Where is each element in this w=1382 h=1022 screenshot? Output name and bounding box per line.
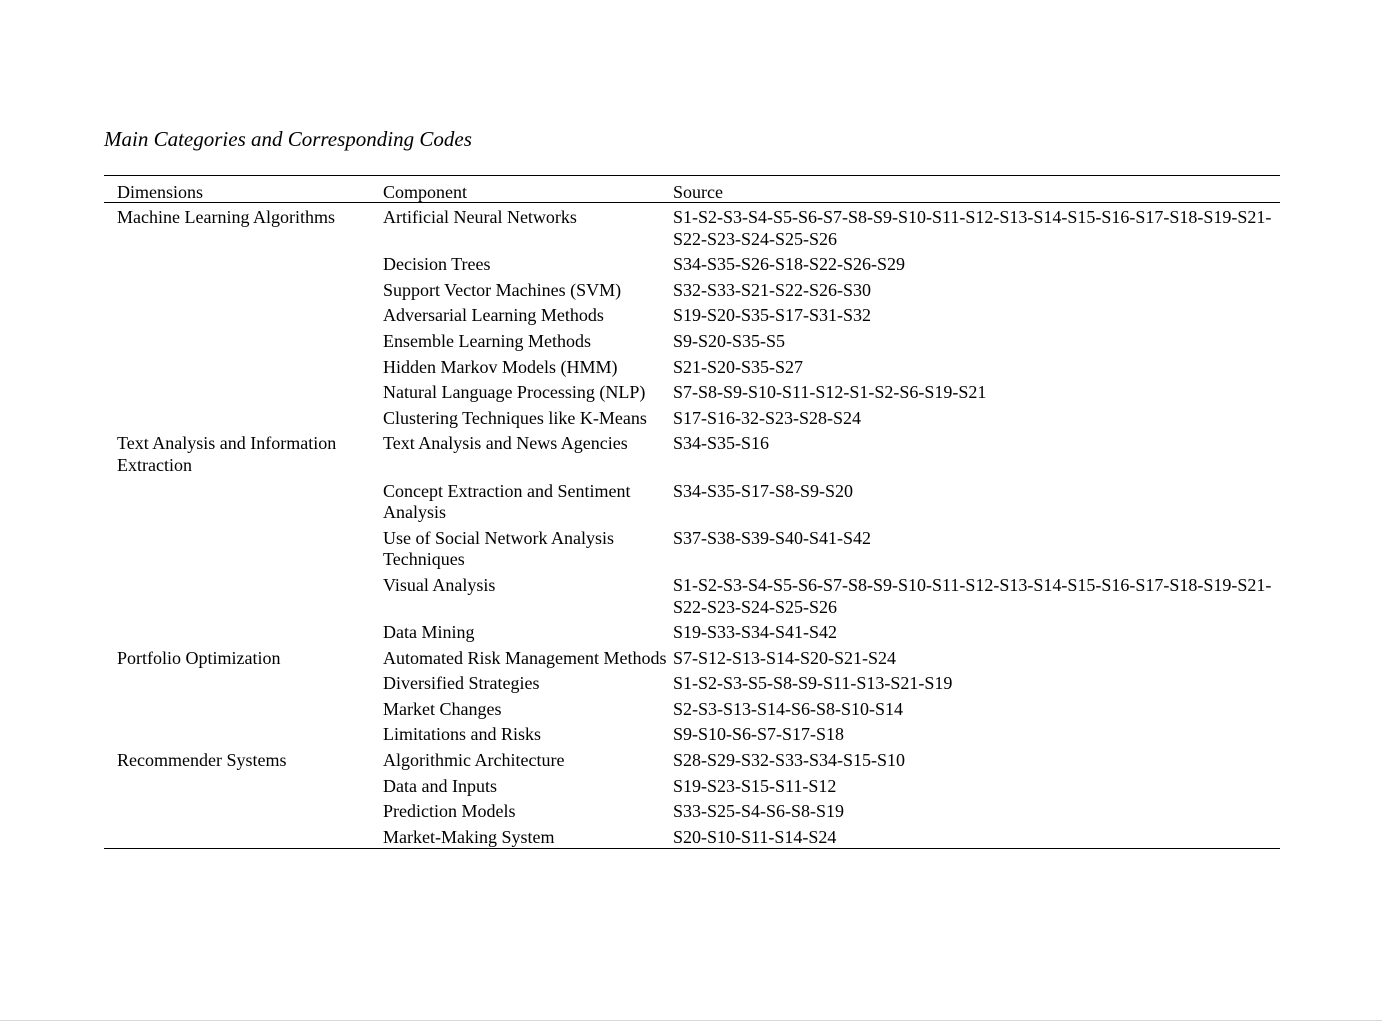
source-cell: S19-S20-S35-S17-S31-S32 bbox=[673, 305, 872, 326]
component-cell: Visual Analysis bbox=[383, 574, 496, 595]
dimension-cell bbox=[104, 378, 383, 404]
table-row bbox=[104, 276, 1280, 302]
dimension-cell bbox=[104, 301, 383, 327]
source-cell: S19-S23-S15-S11-S12 bbox=[673, 775, 837, 796]
component-cell: Market-Making System bbox=[383, 826, 555, 847]
component-cell: Ensemble Learning Methods bbox=[383, 330, 591, 351]
component-cell: Support Vector Machines (SVM) bbox=[383, 279, 622, 300]
source-cell: S20-S10-S11-S14-S24 bbox=[673, 826, 837, 847]
dimension-cell bbox=[104, 250, 383, 276]
component-cell: Decision Trees bbox=[383, 254, 491, 275]
component-cell: Data and Inputs bbox=[383, 775, 497, 796]
source-cell: S37-S38-S39-S40-S41-S42 bbox=[673, 527, 872, 548]
table-row bbox=[104, 404, 1280, 430]
table-row bbox=[104, 327, 1280, 353]
dimension-cell bbox=[104, 669, 383, 695]
component-cell: Concept Extraction and Sentiment Analysis bbox=[383, 480, 631, 523]
table-row bbox=[104, 772, 1280, 798]
component-cell: Use of Social Network Analysis Techniques bbox=[383, 527, 614, 570]
source-cell: S21-S20-S35-S27 bbox=[673, 356, 804, 377]
table-row bbox=[104, 378, 1280, 404]
table-row bbox=[104, 695, 1280, 721]
source-cell: S17-S16-32-S23-S28-S24 bbox=[673, 407, 862, 428]
dimension-cell bbox=[104, 618, 383, 644]
component-cell: Adversarial Learning Methods bbox=[383, 305, 604, 326]
table-row bbox=[104, 571, 1280, 618]
dimension-cell: Machine Learning Algorithms bbox=[117, 207, 335, 227]
source-cell: S34-S35-S26-S18-S22-S26-S29 bbox=[673, 254, 906, 275]
source-cell: S1-S2-S3-S4-S5-S6-S7-S8-S9-S10-S11-S12-S13-S14-S15-S16-S17-S18-S19-S21-S22-S23-S24-S25-S26 bbox=[673, 207, 1272, 249]
source-cell: S33-S25-S4-S6-S8-S19 bbox=[673, 801, 845, 822]
source-cell: S34-S35-S17-S8-S9-S20 bbox=[673, 480, 854, 501]
dimension-cell bbox=[104, 823, 383, 849]
component-cell: Prediction Models bbox=[383, 801, 516, 822]
component-cell: Automated Risk Management Methods bbox=[383, 647, 667, 668]
codes-table-container bbox=[104, 175, 1280, 849]
component-cell: Algorithmic Architecture bbox=[383, 750, 565, 771]
component-cell: Market Changes bbox=[383, 698, 502, 719]
component-cell: Natural Language Processing (NLP) bbox=[383, 382, 646, 403]
source-cell: S7-S12-S13-S14-S20-S21-S24 bbox=[673, 647, 897, 668]
dimension-cell bbox=[104, 524, 383, 571]
dimension-cell bbox=[104, 720, 383, 746]
dimension-cell bbox=[104, 404, 383, 430]
table-row bbox=[104, 477, 1280, 524]
component-cell: Text Analysis and News Agencies bbox=[383, 433, 628, 454]
table-row bbox=[104, 669, 1280, 695]
dimension-cell bbox=[104, 772, 383, 798]
table-row bbox=[104, 618, 1280, 644]
dimension-cell bbox=[104, 327, 383, 353]
source-cell: S1-S2-S3-S4-S5-S6-S7-S8-S9-S10-S11-S12-S13-S14-S15-S16-S17-S18-S19-S21-S22-S23-S24-S25-S26 bbox=[673, 574, 1272, 617]
dimension-cell bbox=[104, 276, 383, 302]
dimension-cell bbox=[104, 797, 383, 823]
dimension-cell: Text Analysis and Information Extraction bbox=[117, 433, 337, 475]
table-body bbox=[104, 203, 1280, 849]
table-row bbox=[104, 823, 1280, 849]
header-component: Component bbox=[383, 182, 467, 202]
component-cell: Artificial Neural Networks bbox=[383, 207, 577, 227]
dimension-cell bbox=[104, 477, 383, 524]
component-cell: Hidden Markov Models (HMM) bbox=[383, 356, 618, 377]
source-cell: S2-S3-S13-S14-S6-S8-S10-S14 bbox=[673, 698, 904, 719]
dimension-cell: Recommender Systems bbox=[117, 750, 287, 771]
source-cell: S7-S8-S9-S10-S11-S12-S1-S2-S6-S19-S21 bbox=[673, 382, 987, 403]
header-dimensions: Dimensions bbox=[117, 182, 204, 202]
table-row bbox=[104, 524, 1280, 571]
dimension-cell bbox=[104, 695, 383, 721]
source-cell: S1-S2-S3-S5-S8-S9-S11-S13-S21-S19 bbox=[673, 673, 953, 694]
header-row bbox=[104, 176, 1280, 203]
table-row bbox=[104, 353, 1280, 379]
page-bottom-divider bbox=[0, 1020, 1382, 1021]
table-row bbox=[104, 429, 1280, 476]
component-cell: Data Mining bbox=[383, 622, 475, 643]
component-cell: Limitations and Risks bbox=[383, 724, 542, 745]
table-header bbox=[104, 176, 1280, 203]
table-row bbox=[104, 797, 1280, 823]
table-row bbox=[104, 746, 1280, 772]
source-cell: S19-S33-S34-S41-S42 bbox=[673, 622, 838, 643]
table-title: Main Categories and Corresponding Codes bbox=[104, 127, 472, 151]
table-row bbox=[104, 720, 1280, 746]
dimension-cell bbox=[104, 571, 383, 618]
source-cell: S34-S35-S16 bbox=[673, 433, 770, 454]
header-source: Source bbox=[673, 182, 723, 202]
table-row bbox=[104, 203, 1280, 251]
source-cell: S32-S33-S21-S22-S26-S30 bbox=[673, 279, 872, 300]
source-cell: S9-S20-S35-S5 bbox=[673, 330, 786, 351]
component-cell: Clustering Techniques like K-Means bbox=[383, 407, 647, 428]
component-cell: Diversified Strategies bbox=[383, 673, 540, 694]
table-row bbox=[104, 301, 1280, 327]
table-row bbox=[104, 250, 1280, 276]
table-row bbox=[104, 644, 1280, 670]
dimension-cell bbox=[104, 353, 383, 379]
source-cell: S9-S10-S6-S7-S17-S18 bbox=[673, 724, 845, 745]
source-cell: S28-S29-S32-S33-S34-S15-S10 bbox=[673, 750, 906, 771]
dimension-cell: Portfolio Optimization bbox=[117, 647, 281, 668]
codes-table bbox=[104, 175, 1280, 849]
